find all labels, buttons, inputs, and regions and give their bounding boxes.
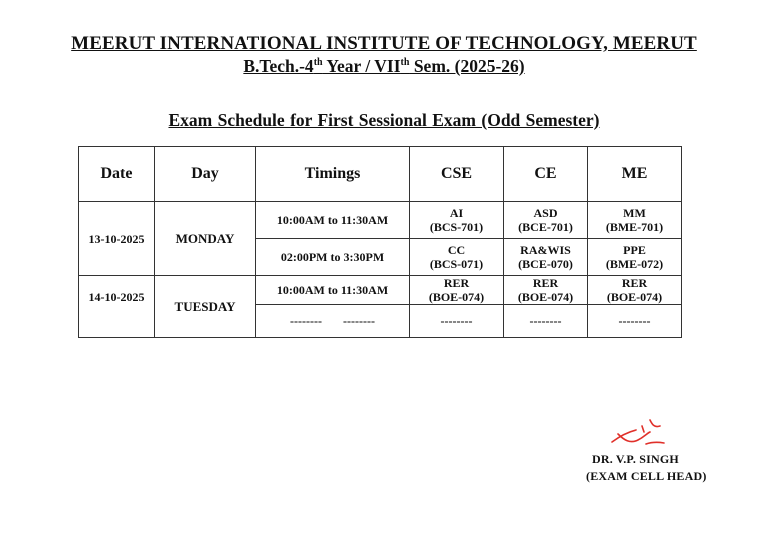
cse-subject-cell: RER (BOE-074)	[410, 276, 504, 305]
timing-cell: 02:00PM to 3:30PM	[256, 239, 410, 276]
signature-stroke	[612, 420, 664, 444]
ce-subject-cell: RA&WIS (BCE-070)	[504, 239, 588, 276]
table-row	[79, 276, 682, 305]
me-subject-cell: RER (BOE-074)	[588, 276, 682, 305]
schedule-title: Exam Schedule for First Sessional Exam (Odd Semester)	[168, 110, 600, 130]
me-subject-cell: --------	[588, 305, 682, 338]
date-cell: 14-10-2025	[79, 276, 155, 338]
me-subject-cell: PPE (BME-072)	[588, 239, 682, 276]
course-subtitle: B.Tech.-4th Year / VIIth Sem. (2025-26)	[243, 56, 525, 76]
timing-cell: 10:00AM to 11:30AM	[256, 202, 410, 239]
col-header-cse: CSE	[410, 147, 504, 202]
day-cell: MONDAY	[155, 202, 256, 276]
signatory-title: (EXAM CELL HEAD)	[586, 469, 707, 483]
date-cell: 13-10-2025	[79, 202, 155, 276]
ce-subject-cell: ASD (BCE-701)	[504, 202, 588, 239]
day-cell: TUESDAY	[155, 276, 256, 338]
cse-subject-cell: --------	[410, 305, 504, 338]
me-subject-cell: MM (BME-701)	[588, 202, 682, 239]
signatory-name: DR. V.P. SINGH	[592, 452, 679, 466]
institute-title: MEERUT INTERNATIONAL INSTITUTE OF TECHNOLOGY, MEERUT	[71, 33, 697, 54]
cse-subject-cell: CC (BCS-071)	[410, 239, 504, 276]
signature-icon	[606, 412, 666, 452]
col-header-me: ME	[588, 147, 682, 202]
col-header-timings: Timings	[256, 147, 410, 202]
col-header-date: Date	[79, 147, 155, 202]
table-row	[79, 202, 682, 239]
ce-subject-cell: RER (BOE-074)	[504, 276, 588, 305]
exam-schedule-table	[78, 146, 682, 338]
timing-cell: 10:00AM to 11:30AM	[256, 276, 410, 305]
cse-subject-cell: AI (BCS-701)	[410, 202, 504, 239]
table-header-row	[79, 147, 682, 202]
ce-subject-cell: --------	[504, 305, 588, 338]
timing-cell: -------- --------	[256, 305, 410, 338]
col-header-ce: CE	[504, 147, 588, 202]
col-header-day: Day	[155, 147, 256, 202]
